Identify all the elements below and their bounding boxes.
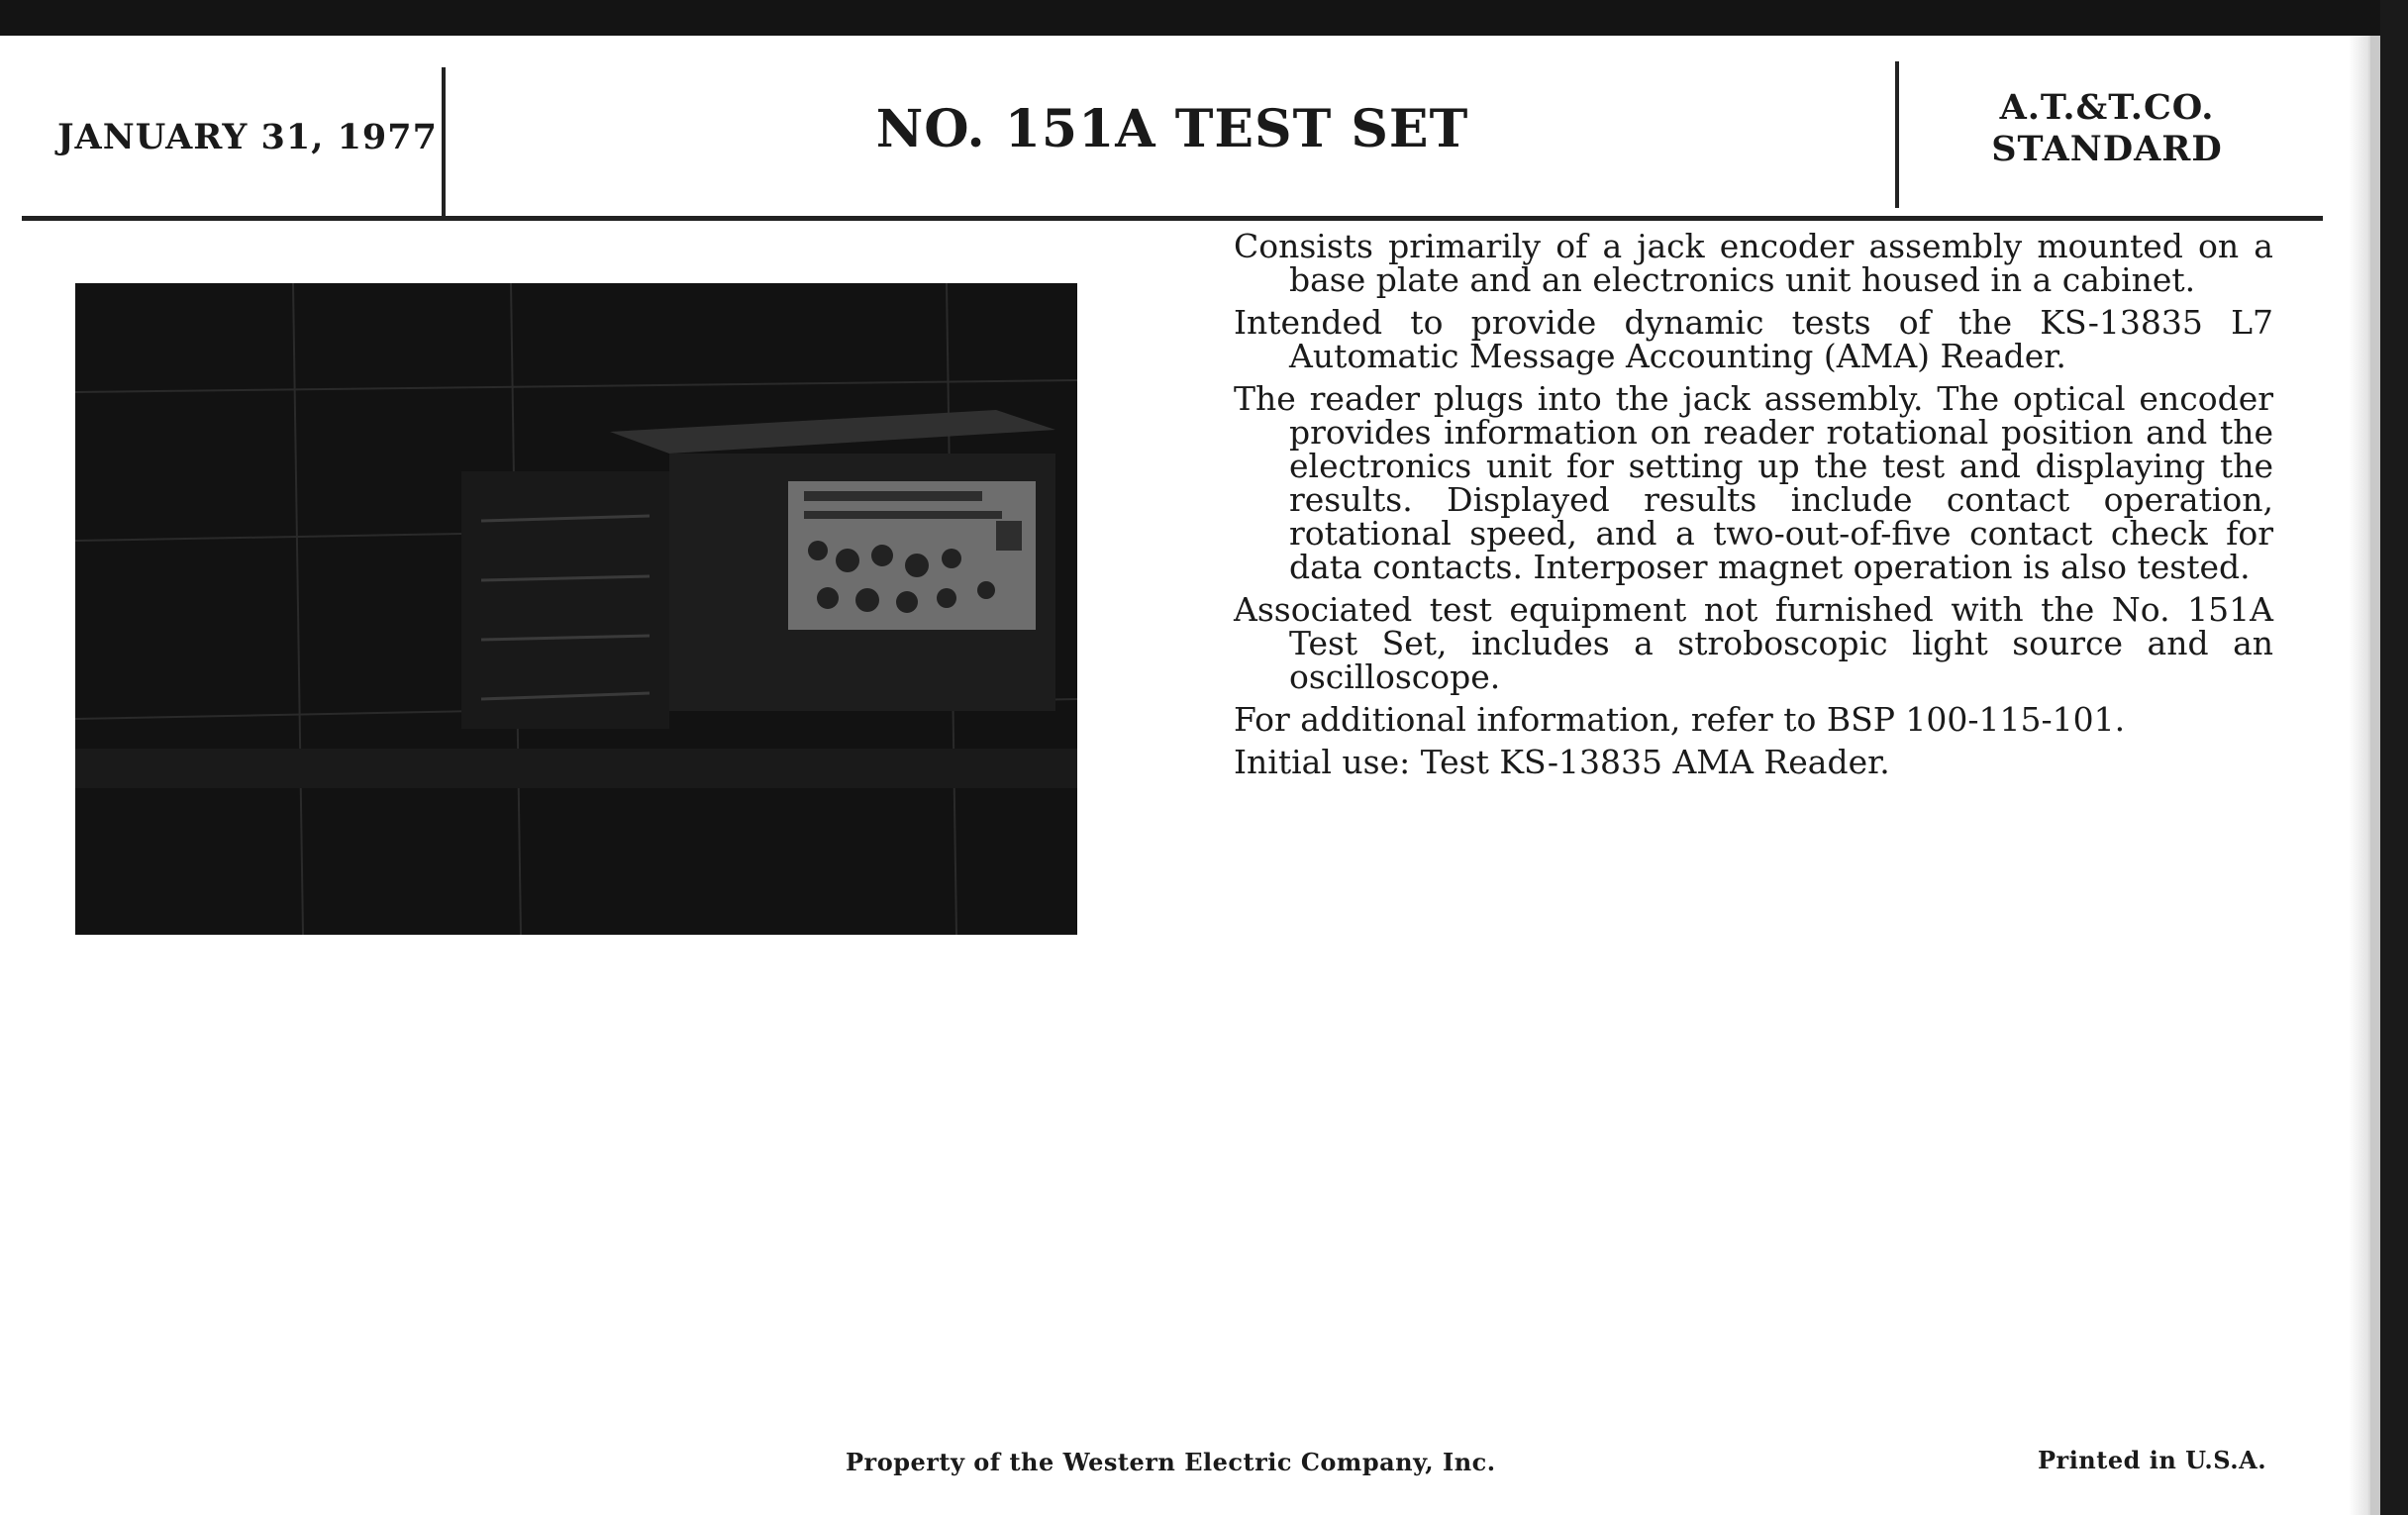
scan-edge-line <box>2370 36 2380 1515</box>
header-standard <box>1899 87 2315 170</box>
footer-property: Property of the Western Electric Company, Inc. <box>846 1448 1496 1476</box>
description <box>1234 227 2273 788</box>
header-divider-left <box>442 67 446 218</box>
description-paragraph: Intended to provide dynamic tests of the KS-13835 L7 Automatic Message Accounting (AMA) Reader. <box>1234 303 2273 375</box>
description-paragraph: The reader plugs into the jack assembly. The optical encoder provides information on reader rotational position and the electronics unit for setting up the test and displaying the results. Displayed results include contact operation, rotational speed, and a two-out-of-five contact check for data contacts. Interposer magnet operation is also tested. <box>1234 379 2273 586</box>
description-paragraph: Consists primarily of a jack encoder assembly mounted on a base plate and an electronics unit housed in a cabinet. <box>1234 227 2273 299</box>
description-paragraph: Associated test equipment not furnished with the No. 151A Test Set, includes a stroboscopic light source and an oscilloscope. <box>1234 590 2273 696</box>
header-rule <box>22 216 2323 221</box>
scan-border-top <box>0 0 2408 36</box>
standard-line-2: STANDARD <box>1991 129 2223 169</box>
header-date: JANUARY 31, 1977 <box>57 117 438 157</box>
scan-border-right <box>2380 0 2408 1515</box>
footer-printed: Printed in U.S.A. <box>2038 1446 2267 1474</box>
page-title: NO. 151A TEST SET <box>875 99 1469 159</box>
description-paragraph: Initial use: Test KS-13835 AMA Reader. <box>1234 743 1890 781</box>
standard-line-1: A.T.&T.CO. <box>1999 87 2215 128</box>
photo-illustration <box>75 283 1077 935</box>
equipment-photo <box>75 283 1077 935</box>
description-paragraph: For additional information, refer to BSP 100-115-101. <box>1234 700 2126 739</box>
